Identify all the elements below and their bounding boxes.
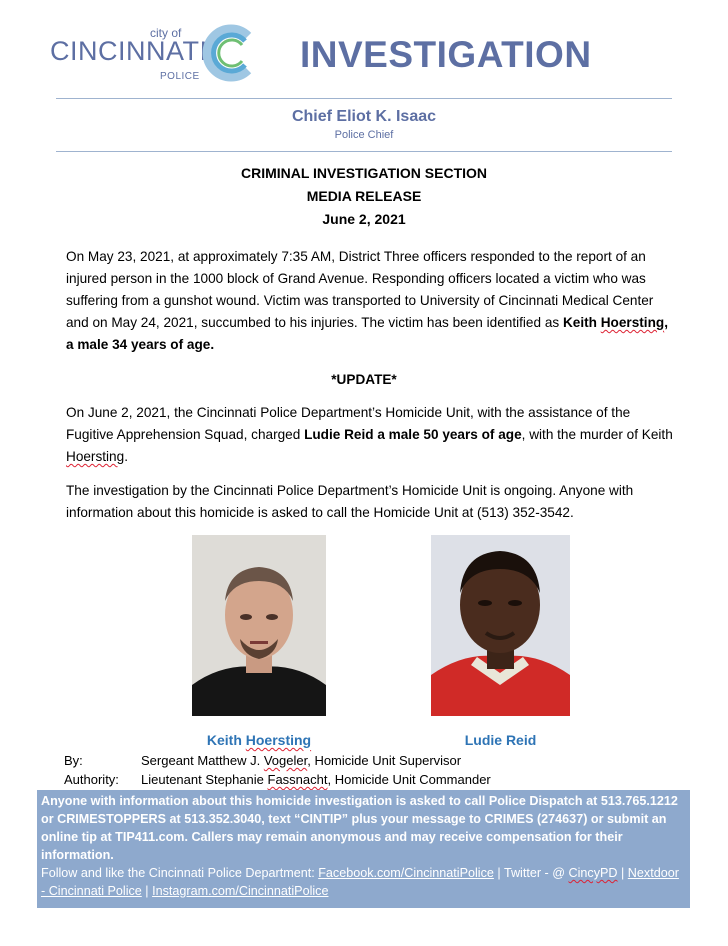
authority-label: Authority: [64,772,119,787]
authority-value-a: Lieutenant Stephanie [141,772,268,787]
victim-caption-last: Hoersting [245,732,312,748]
release-type: MEDIA RELEASE [306,188,422,204]
victim-photo [192,535,326,716]
paragraph-ongoing: The investigation by the Cincinnati Police Department’s Homicide Unit is ongoing. Anyone with information about this homicide is asked to call the Homicide Unit at (513) 352-3542. [66,483,634,520]
update-victim-last-name: Hoersting [66,449,125,464]
suspect-portrait-image [431,535,570,716]
footer-sep-1: | Twitter - @ [493,866,569,880]
update-text-a: On June 2, 2021, the Cincinnati Police Department’s Homicide Unit, with the assistance of the Fugitive Apprehension Squad, charged [66,405,631,442]
footer-follow-text: Follow and like the Cincinnati Police Department: [41,866,319,880]
footer-sep-2: | [617,866,628,880]
victim-caption-first: Keith [206,732,242,748]
update-heading: *UPDATE* [331,372,397,387]
victim-caption [192,732,326,748]
logo-city-of: city of [150,26,182,40]
by-value-a: Sergeant Matthew J. [141,753,264,768]
victim-details: , a male 34 years of age. [66,315,668,352]
page-title: INVESTIGATION [300,34,592,75]
by-value-name: Vogeler [263,753,308,768]
paragraph-update [66,402,676,468]
suspect-photo [431,535,570,716]
facebook-link[interactable]: Facebook.com/CincinnatiPolice [318,866,494,880]
instagram-link[interactable]: Instagram.com/CincinnatiPolice [152,884,329,898]
authority-value-name: Fassnacht [267,772,328,787]
update-text-b: , with the murder of Keith [521,427,673,442]
update-text-end: . [124,449,128,464]
credits-by [64,751,461,770]
logo-wordmark: CINCINNATI [50,36,208,66]
chief-title: Police Chief [334,129,394,141]
by-label: By: [64,753,83,768]
suspect-details: Ludie Reid a male 50 years of age [304,427,522,442]
header-divider-top [56,98,672,99]
victim-last-name: Hoersting [600,315,665,330]
section-heading: CRIMINAL INVESTIGATION SECTION [240,165,488,181]
victim-portrait-image [192,535,326,716]
paragraph-incident [66,246,676,356]
suspect-caption: Ludie Reid [464,732,537,748]
twitter-handle[interactable]: CincyPD [568,866,618,880]
credits-authority [64,770,491,789]
footer-tip-box [37,790,690,908]
footer-social [41,864,686,900]
logo-police: POLICE [160,71,200,82]
incident-text: On May 23, 2021, at approximately 7:35 AM, District Three officers responded to the report of an injured person in the 1000 block of Grand Avenue. Responding officers located a victim who was suffering from a gunshot wound. Victim was transported to University of Cincinnati Medical Center and on May 24, 2021, succumbed to his injuries. The victim has been identified as [66,249,654,330]
chief-name: Chief Eliot K. Isaac [291,108,437,125]
header-divider-bottom [56,151,672,152]
authority-value-b: , Homicide Unit Commander [327,772,491,787]
release-date: June 2, 2021 [322,211,406,227]
cincinnati-c-logo-icon [198,22,260,84]
victim-first-name: Keith [562,315,597,330]
by-value-b: , Homicide Unit Supervisor [307,753,462,768]
footer-sep-3: | [141,884,153,898]
footer-tip-text: Anyone with information about this homicide investigation is asked to call Police Dispatch at 513.765.1212 or CRIMESTOPPERS at 513.352.3040, text “CINTIP” plus your message to CRIMES (274637) or submit an online tip at TIP411.com. Callers may remain anonymous and may receive compensation for their information. [41,794,678,862]
nextdoor-link[interactable]: Nextdoor - Cincinnati Police [41,866,679,898]
